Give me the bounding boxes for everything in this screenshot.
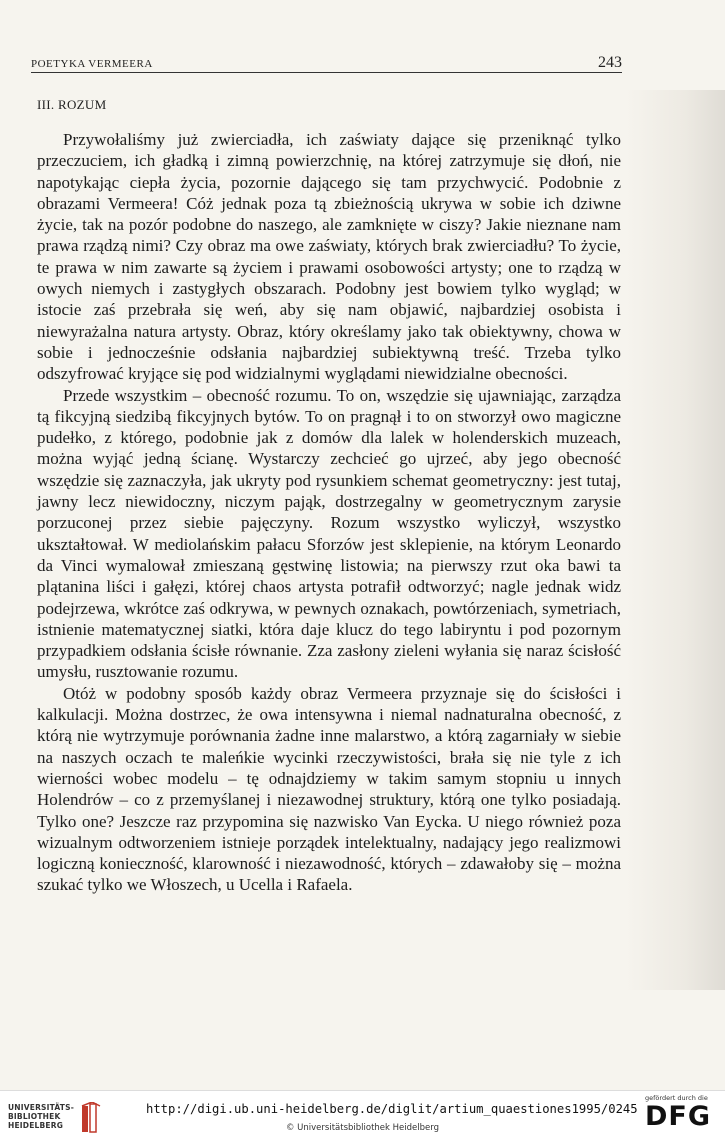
institution-line: UNIVERSITÄTS-: [8, 1103, 75, 1112]
paragraph-2: Przede wszystkim – obecność rozumu. To on, wszędzie się ujawniając, zarządza tą fikcyjną siedzibą fikcyjnych bytów. To on pragnął i to on stworzył owo magiczne pudełko, z którego, podobnie jak z domów dla lalek w holenderskich muzeach, można wyjąć jedną ścianę. Wystarczy zechcieć go ujrzeć, aby jego obecność wszędzie się zaznaczyła, jak ukryty pod rysunkiem schemat geometryczny: jest tutaj, jawny lecz niewidoczny, niczym pająk, dostrzegalny w geometrycznym zarysie porzuconej przez siebie pajęczyny. Rozum wszystko wyliczył, wszystko ukształtował. W mediolańskim pałacu Sforzów jest sklepienie, na którym Leonardo da Vinci wymalował zmieszaną gęstwinę listowia; na pierwszy rzut oka bawi ta plątanina liści i gałęzi, której chaos artysta potrafił odtworzyć; nagle jednak widz podejrzewa, wkrótce zaś odkrywa, w pewnych oznakach, powtórzeniach, symetriach, istnienie matematycznej siatki, która daje klucz do tego labiryntu i pod pozornym przypadkiem odsłania ścisłe równanie. Zza zasłony zieleni wyłania się naraz ścisłość umysłu, rusztowanie rozumu.: [37, 385, 621, 682]
permalink-url[interactable]: http://digi.ub.uni-heidelberg.de/diglit/artium_quaestiones1995/0245: [146, 1102, 638, 1116]
section-heading: III. ROZUM: [37, 97, 107, 112]
paragraph-1: Przywołaliśmy już zwierciadła, ich zaświaty dające się przeniknąć tylko przeczuciem, ich gładką i zimną powierzchnię, na której zatrzymuje się dłoń, nie napotykając ciepła życia, pozornie dającego się tam przychwycić. Podobnie z obrazami Vermeera! Cóż jednak poza tą zbieżnością ukrywa w sobie ich dziwne życie, tak na pozór podobne do naszego, ale zamknięte w ciszy? Jakie nieznane nam prawa rządzą nimi? Czy obraz ma owe zaświaty, których brak zwierciadłu? To życie, te prawa w nim zawarte są życiem i prawami osobowości artysty; one to rządzą w owych niemych i zastygłych obszarach. Podobny jest bowiem tylko wygląd; w istocie zaś przebrała się weń, aby się nam objawić, najbardziej osobista i niewyrażalna natura artysty. Obraz, który określamy jako tak obiektywny, chowa w sobie i jednocześnie odsłania najbardziej subiektywną treść. Trzeba tylko odszyfrować kryjące się pod widzialnymi wyglądami niewidzialne obecności.: [37, 130, 621, 384]
page-number: 243: [598, 54, 622, 71]
bleed-through-shadow: [625, 90, 725, 990]
body-text: [37, 129, 621, 896]
funder-caption: gefördert durch die: [645, 1094, 708, 1102]
running-head: [31, 54, 622, 73]
digitization-footer: [0, 1090, 725, 1143]
institution-line: BIBLIOTHEK: [8, 1112, 61, 1121]
copyright-notice: © Universitätsbibliothek Heidelberg: [285, 1123, 439, 1133]
institution-line: HEIDELBERG: [8, 1121, 64, 1130]
running-title: POETYKA VERMEERA: [31, 58, 153, 70]
dfg-funding-logo: [645, 1094, 715, 1139]
dfg-logo-icon: DFG: [645, 1101, 712, 1132]
paragraph-3: Otóż w podobny sposób każdy obraz Vermeera przyznaje się do ścisłości i kalkulacji. Można dostrzec, że owa intensywna i niemal nadnaturalna obecność, z którą nie wytrzymuje porównania żadne inne malarstwo, a którą zagarniały w siebie na naszych oczach te maleńkie wycinki rzeczywistości, brała się nie tyle z ich wierności wobec modelu – tę odnajdziemy w takim samym stopniu u innych Holendrów – co z przemyślanej i niezawodnej struktury, którą one tylko posiadają. Tylko one? Jeszcze raz przypomina się nazwisko Van Eycka. U niego również poza wizualnym odtworzeniem istnieje porządek intelektualny, nadający jego realizmowi logiczną konieczność, klarowność i niezawodność, których – zdawałoby się – można szukać tylko we Włoszech, u Ucella i Rafaela.: [37, 683, 621, 895]
